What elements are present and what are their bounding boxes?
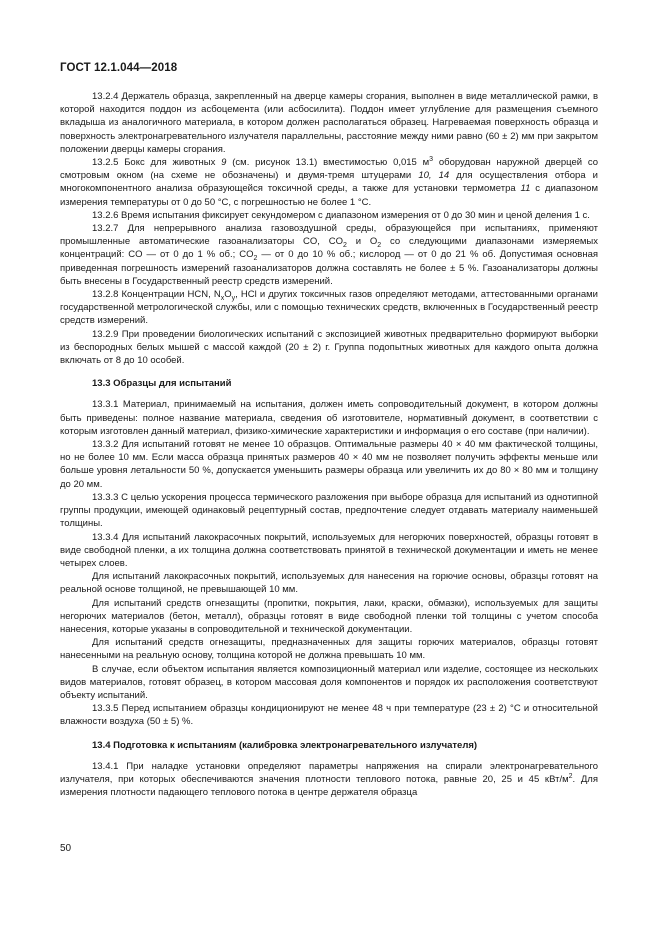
paragraph-13-2-7: 13.2.7 Для непрерывного анализа газовоздушной среды, образующейся при испытаниях, применяют промышленные автоматические газоанализаторы CO, $CO_2$ и $O_2$ со следующими диапазонами измеряемых концентраций: CO — от 0 до 1 % об.; $CO_2$ — от 0 до 10 % об.; кислород — от 0 до 21 % об. Допустимая основная приведенная погрешность измерений газоанализаторов должна составлять не более ± 5 %. Газоанализаторы должны быть внесены в Государственный реестр средств измерений.: [60, 223, 598, 287]
paragraph-13-3-1: 13.3.1 Материал, принимаемый на испытания, должен иметь сопроводительный документ, в котором должны быть приведены: полное название материала, сведения об изготовителе, нормативный документ, в соответствии с которым изготовлен данный материал, физико-химические характеристики и информация о его составе (при наличии).: [60, 399, 598, 437]
paragraph-13-2-4: 13.2.4 Держатель образца, закрепленный на дверце камеры сгорания, выполнен в виде металлической рамки, в которой находится поддон из асбоцемента (или асбосилита). Поддон имеет углубление для размещения съемного вкладыша из аналогичного материала, в котором должен располагаться образец. Нагреваемая поверхность образца и поверхность электронагревательного излучателя параллельны, расстояние между ними равно (60 ± 2) мм при закрытом положении дверцы камеры сгорания.: [60, 91, 598, 155]
document-header: ГОСТ 12.1.044—2018: [60, 62, 178, 74]
section-heading-13-3: 13.3 Образцы для испытаний: [92, 378, 232, 390]
paragraph-13-3-3: 13.3.3 С целью ускорения процесса термического разложения при выборе образца для испытаний из однотипной группы продукции, имеющей одинаковый рецептурный состав, предпочтение следует отдавать материалу наименьшей толщины.: [60, 491, 598, 530]
paragraph-13-2-8: 13.2.8 Концентрации HCN, $N_xO_y$, HCl и других токсичных газов определяют методами, аттестованными органами государственной метрологической службы, или с помощью технических средств, включенных в Государственный реестр средств измерений.: [60, 289, 598, 327]
paragraph-13-2-5: 13.2.5 Бокс для животных 9 (см. рисунок 13.1) вместимостью 0,015 $м^3$ оборудован наружной дверцей со смотровым окном (на схеме не обозначены) и двумя-тремя штуцерами 10, 14 для осуществления отбора и многокомпонентного анализа образующейся токсичной среды, а также для установки термометра 11 с диапазоном измерения температуры от 0 до 50 °C, с погрешностью не более 1 °C.: [60, 155, 598, 208]
paragraph-fireproof-combustible: Для испытаний средств огнезащиты, предназначенных для защиты горючих материалов, образцы готовят нанесенными на реальную основу, толщина которой не должна превышать 10 мм.: [60, 637, 598, 662]
paragraph-fireproof-noncombustible: Для испытаний средств огнезащиты (пропитки, покрытия, лаки, краски, обмазки), используемых для защиты негорючих материалов (бетон, металл), образцы готовят в виде свободной пленки той толщины с учетом способа нанесения, которые указаны в сопроводительной и технической документации.: [60, 597, 598, 635]
paragraph-13-3-4: 13.3.4 Для испытаний лакокрасочных покрытий, используемых для негорючих поверхностей, образцы готовят в виде свободной пленки, а их толщина должна соответствовать принятой в технической документации и иметь не менее четырех слоев.: [60, 531, 598, 569]
paragraph-composite: В случае, если объектом испытания является композиционный материал или изделие, состоящее из нескольких видов материалов, готовят образец, в котором массовая доля компонентов и порядок их расположения соответствуют объекту испытаний.: [60, 663, 598, 701]
section-heading-13-4: 13.4 Подготовка к испытаниям (калибровка электронагревательного излучателя): [92, 739, 478, 751]
page-number: 50: [60, 843, 72, 854]
paragraph-13-3-5: 13.3.5 Перед испытанием образцы кондиционируют не менее 48 ч при температуре (23 ± 2) °C и относительной влажности воздуха (50 ± 5) %.: [60, 703, 598, 728]
document-body: [60, 90, 598, 799]
paragraph-13-2-6: 13.2.6 Время испытания фиксирует секундомером с диапазоном измерения от 0 до 30 мин и ценой деления 1 с.: [92, 209, 590, 221]
paragraph-13-3-2: 13.3.2 Для испытаний готовят не менее 10 образцов. Оптимальные размеры 40 × 40 мм фактической толщины, но не более 10 мм. Если масса образца принятых размеров 40 × 40 мм не позволяет получить эффекты меньше или больше уровня летальности 50 %, допускается уменьшить размеры образца или увеличить их до 80 × 80 мм и толщину до 20 мм.: [60, 439, 598, 490]
paragraph-paint-combustible: Для испытаний лакокрасочных покрытий, используемых для нанесения на горючие основы, образцы готовят на реальной основе толщиной, не превышающей 10 мм.: [60, 571, 598, 596]
paragraph-13-2-9: 13.2.9 При проведении биологических испытаний с экспозицией животных предварительно формируют выборки из беспородных белых мышей с массой каждой (20 ± 2) г. Группа подопытных животных для каждого опыта должна включать от 8 до 10 особей.: [60, 328, 598, 367]
paragraph-13-4-1: 13.4.1 При наладке установки определяют параметры напряжения на спирали электронагревательного излучателя, при которых обеспечиваются значения плотности теплового потока, равные 20, 25 и 45 кВт/$м^2$. Для измерения плотности падающего теплового потока в центре держателя образца: [60, 760, 598, 799]
